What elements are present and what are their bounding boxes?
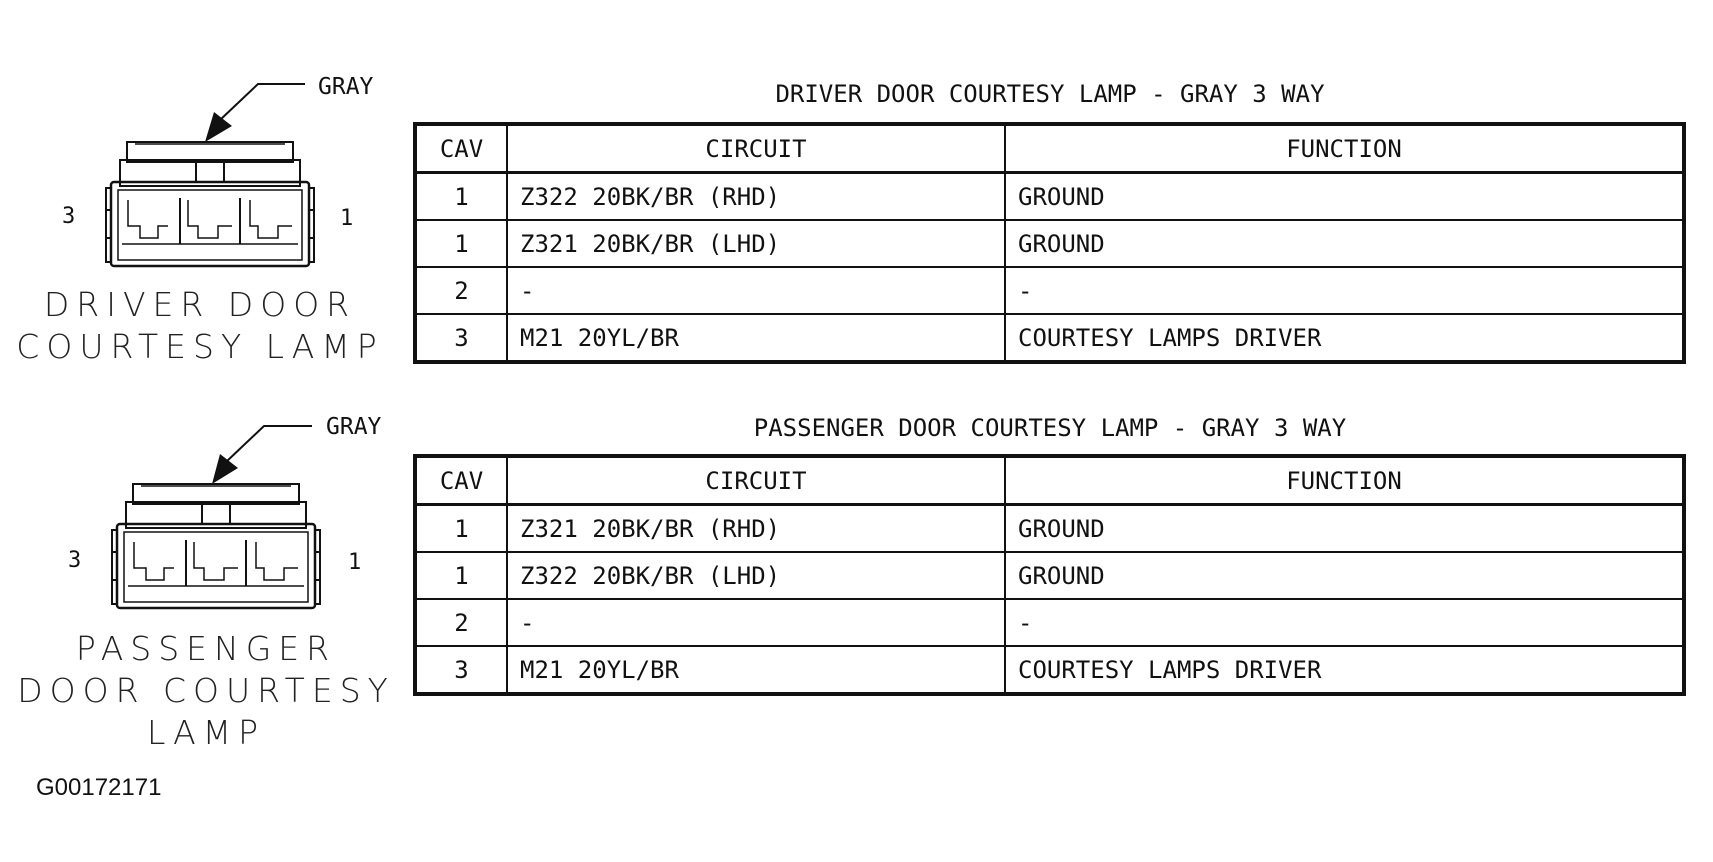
circuit-cell: M21 20YL/BR bbox=[507, 314, 1005, 362]
passenger-caption-line-1: PASSENGER bbox=[75, 629, 337, 668]
cav-cell: 3 bbox=[415, 646, 507, 694]
table-row bbox=[415, 220, 1684, 267]
header-cav: CAV bbox=[415, 124, 507, 173]
cav-cell: 1 bbox=[415, 220, 507, 267]
function-cell: GROUND bbox=[1005, 505, 1684, 553]
circuit-cell: Z322 20BK/BR (LHD) bbox=[507, 552, 1005, 599]
function-cell: - bbox=[1005, 599, 1684, 646]
header-circuit: CIRCUIT bbox=[507, 456, 1005, 505]
passenger-table-title: PASSENGER DOOR COURTESY LAMP - GRAY 3 WAY bbox=[753, 414, 1347, 442]
circuit-cell: Z322 20BK/BR (RHD) bbox=[507, 173, 1005, 221]
passenger-connector-icon bbox=[0, 330, 400, 610]
cav-cell: 2 bbox=[415, 267, 507, 314]
header-function: FUNCTION bbox=[1005, 124, 1684, 173]
function-cell: COURTESY LAMPS DRIVER bbox=[1005, 646, 1684, 694]
table-header-row bbox=[415, 456, 1684, 505]
header-function: FUNCTION bbox=[1005, 456, 1684, 505]
circuit-cell: - bbox=[507, 599, 1005, 646]
passenger-connector-figure bbox=[0, 330, 420, 770]
cav-cell: 1 bbox=[415, 173, 507, 221]
table-header-row bbox=[415, 124, 1684, 173]
driver-caption-line-1: DRIVER DOOR bbox=[43, 285, 357, 324]
function-cell: GROUND bbox=[1005, 220, 1684, 267]
table-row bbox=[415, 173, 1684, 221]
driver-cav-left-label: 3 bbox=[62, 204, 76, 229]
function-cell: GROUND bbox=[1005, 173, 1684, 221]
function-cell: - bbox=[1005, 267, 1684, 314]
table-row bbox=[415, 646, 1684, 694]
function-cell: GROUND bbox=[1005, 552, 1684, 599]
figure-id: G00172171 bbox=[36, 774, 162, 801]
header-circuit: CIRCUIT bbox=[507, 124, 1005, 173]
driver-connector-color-label: GRAY bbox=[318, 74, 374, 100]
passenger-connector-caption bbox=[6, 628, 406, 754]
table-row bbox=[415, 314, 1684, 362]
table-row bbox=[415, 552, 1684, 599]
circuit-cell: M21 20YL/BR bbox=[507, 646, 1005, 694]
cav-cell: 2 bbox=[415, 599, 507, 646]
passenger-cav-left-label: 3 bbox=[68, 548, 82, 573]
passenger-connector-color-label: GRAY bbox=[326, 414, 382, 440]
table-row bbox=[415, 599, 1684, 646]
passenger-cav-right-label: 1 bbox=[348, 550, 362, 575]
header-cav: CAV bbox=[415, 456, 507, 505]
passenger-pin-table bbox=[413, 454, 1686, 696]
cav-cell: 3 bbox=[415, 314, 507, 362]
driver-pin-table bbox=[413, 122, 1686, 364]
driver-table-title: DRIVER DOOR COURTESY LAMP - GRAY 3 WAY bbox=[775, 80, 1325, 108]
circuit-cell: - bbox=[507, 267, 1005, 314]
driver-connector-figure bbox=[0, 0, 420, 380]
cav-cell: 1 bbox=[415, 505, 507, 553]
circuit-cell: Z321 20BK/BR (RHD) bbox=[507, 505, 1005, 553]
circuit-cell: Z321 20BK/BR (LHD) bbox=[507, 220, 1005, 267]
table-row bbox=[415, 267, 1684, 314]
driver-caption-line-2: COURTESY LAMP bbox=[16, 327, 384, 366]
table-row bbox=[415, 505, 1684, 553]
passenger-caption-line-3: LAMP bbox=[146, 713, 266, 752]
driver-connector-icon bbox=[0, 0, 400, 280]
driver-cav-right-label: 1 bbox=[340, 206, 354, 231]
function-cell: COURTESY LAMPS DRIVER bbox=[1005, 314, 1684, 362]
cav-cell: 1 bbox=[415, 552, 507, 599]
passenger-caption-line-2: DOOR COURTESY bbox=[17, 671, 395, 710]
